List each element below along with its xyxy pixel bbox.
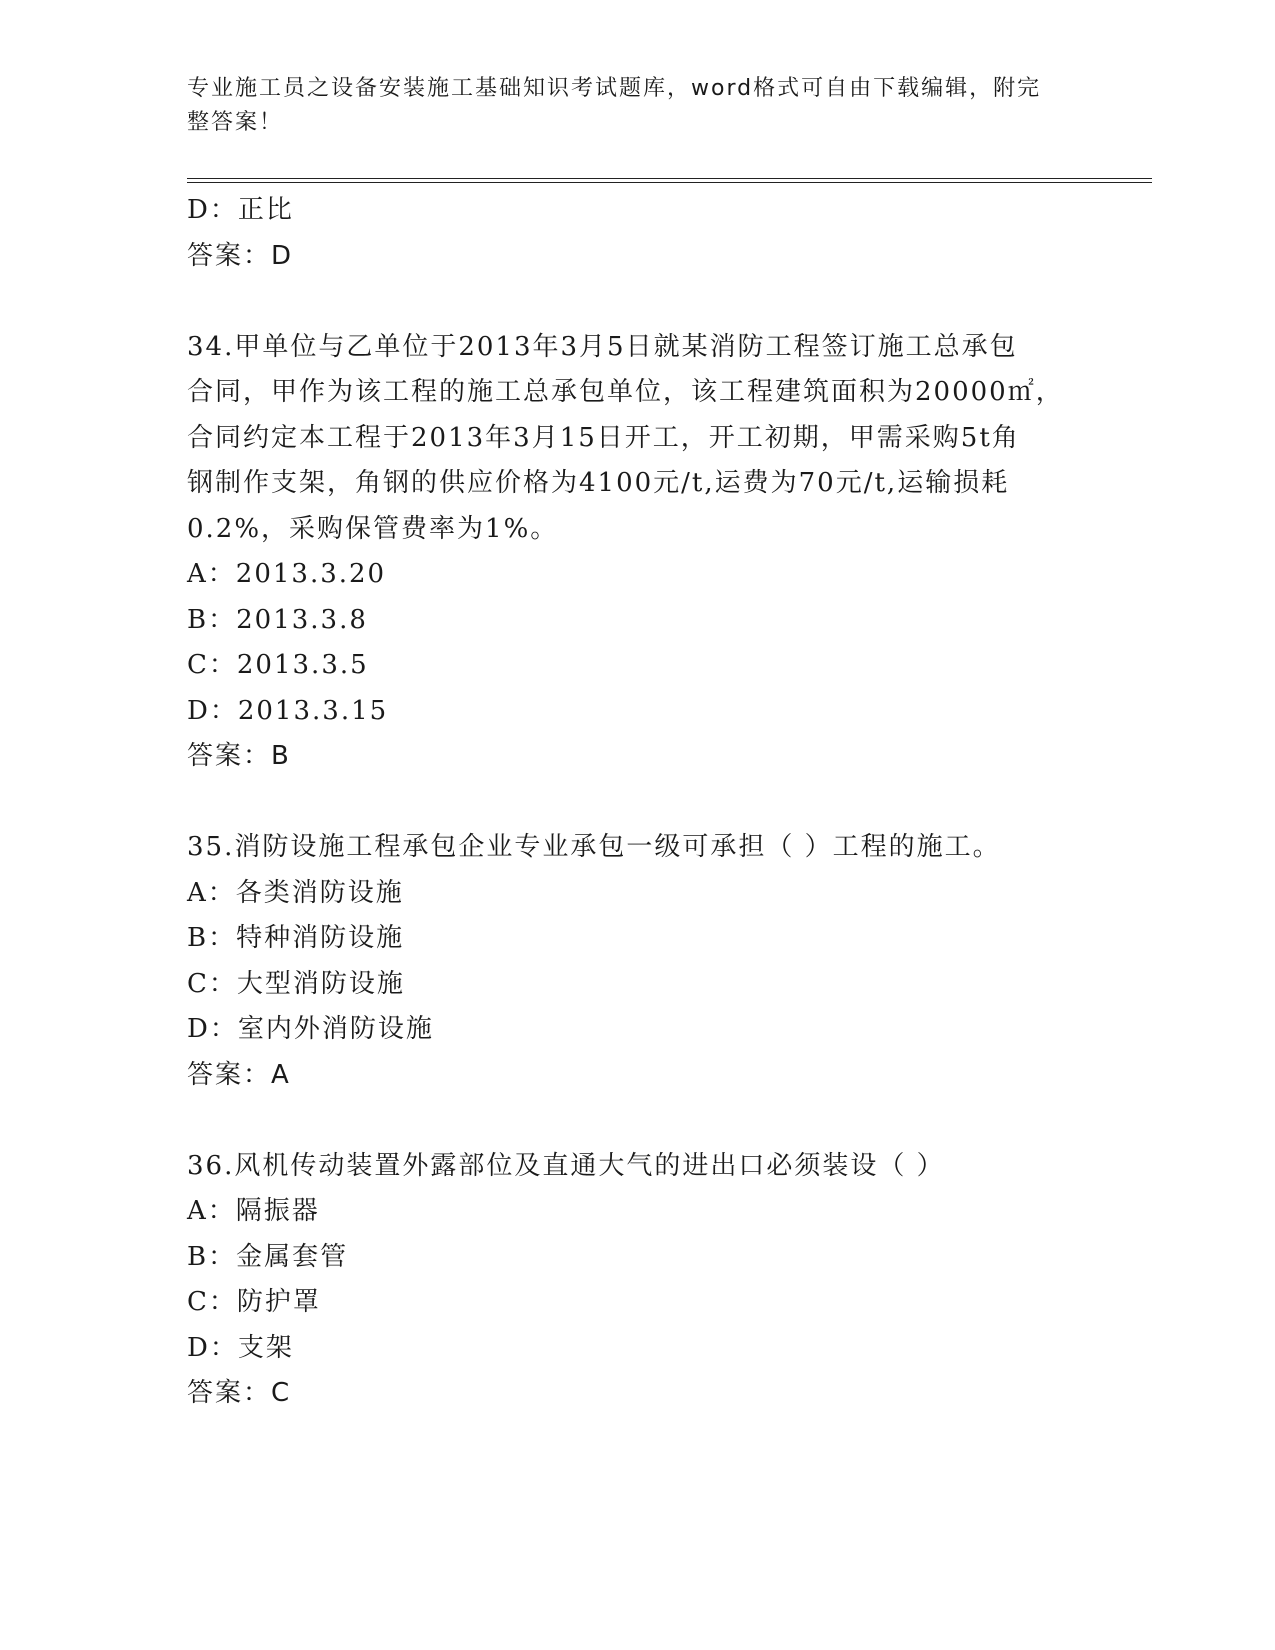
question-stem-line: 合同约定本工程于2013年3月15日开工，开工初期，甲需采购5t角 [187, 422, 1020, 453]
header-line-2: 整答案！ [187, 110, 284, 135]
question-stem-line: 36.风机传动装置外露部位及直通大气的进出口必须装设（ ） [187, 1150, 945, 1181]
option-a: A：隔振器 [187, 1196, 320, 1226]
question-36 [187, 1144, 1087, 1417]
question-content [187, 188, 1087, 1417]
option-a: A：2013.3.20 [187, 559, 387, 589]
spacer [187, 780, 1087, 826]
question-stem-line: 合同，甲作为该工程的施工总承包单位，该工程建筑面积为20000㎡， [187, 377, 1064, 407]
spacer [187, 1098, 1087, 1144]
option-c: C：防护罩 [187, 1287, 321, 1317]
option-c: C：2013.3.5 [187, 650, 369, 680]
option-d: D：支架 [187, 1332, 294, 1363]
option-b: B：2013.3.8 [187, 604, 368, 635]
question-35 [187, 825, 1087, 1098]
option-b: B：特种消防设施 [187, 923, 405, 953]
question-stem-line: 35.消防设施工程承包企业专业承包一级可承担（ ）工程的施工。 [187, 832, 1001, 862]
option-d: D：室内外消防设施 [187, 1014, 434, 1044]
question-33-tail [187, 188, 1087, 279]
question-stem-line: 34.甲单位与乙单位于2013年3月5日就某消防工程签订施工总承包 [187, 331, 1018, 362]
option-d: D：正比 [187, 195, 294, 225]
question-stem-line: 0.2%，采购保管费率为1%。 [187, 513, 559, 544]
option-b: B：金属套管 [187, 1241, 349, 1272]
question-stem-line: 钢制作支架，角钢的供应价格为4100元/t,运费为70元/t,运输损耗 [187, 468, 1010, 498]
answer-line: 答案：B [187, 741, 291, 771]
header-line-1: 专业施工员之设备安装施工基础知识考试题库，word格式可自由下载编辑，附完 [187, 76, 1042, 101]
answer-line: 答案：A [187, 1059, 291, 1090]
header-divider [187, 178, 1152, 183]
answer-line: 答案：D [187, 240, 294, 271]
option-a: A：各类消防设施 [187, 877, 404, 908]
page-header [187, 72, 1067, 140]
spacer [187, 279, 1087, 325]
answer-line: 答案：C [187, 1378, 292, 1408]
question-34 [187, 325, 1087, 780]
option-d: D：2013.3.15 [187, 695, 389, 726]
option-c: C：大型消防设施 [187, 968, 405, 999]
